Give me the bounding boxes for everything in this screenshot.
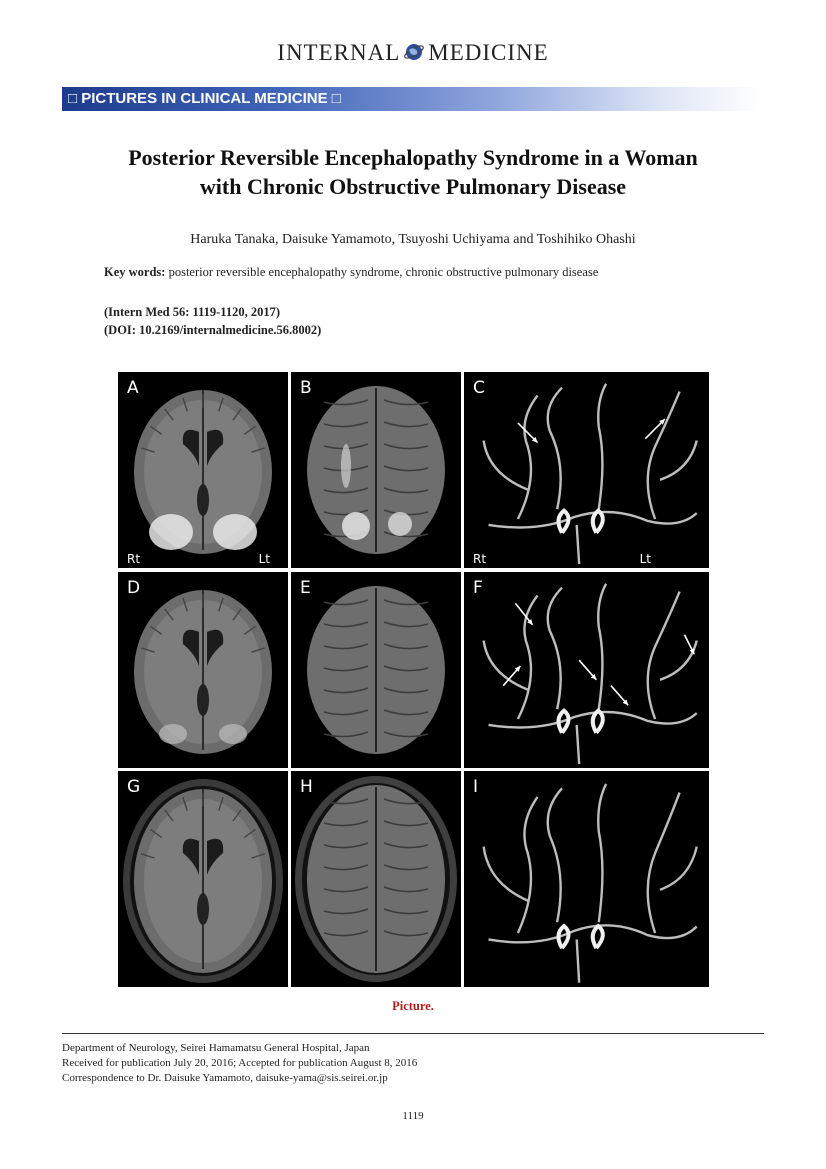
panel-letter: A: [127, 378, 139, 398]
panel-letter: E: [300, 578, 311, 598]
keywords-label: Key words:: [104, 265, 166, 279]
page-number: 1119: [402, 1110, 424, 1122]
panel-image: [291, 372, 461, 568]
figure-panel-f: [464, 572, 709, 768]
keywords: [104, 265, 744, 280]
footer-notes: [62, 1041, 417, 1086]
figure-grid: [118, 372, 709, 987]
keywords-text: posterior reversible encephalopathy syndrome, chronic obstructive pulmonary disease: [168, 265, 599, 279]
panel-letter: G: [127, 777, 141, 797]
figure-panel-d: [118, 572, 288, 768]
figure-panel-i: [464, 771, 709, 987]
figure-panel-g: [118, 771, 288, 987]
panel-letter: B: [300, 378, 312, 398]
journal-name-right: MEDICINE: [428, 40, 549, 65]
panel-image: [118, 771, 288, 987]
citation-block: [104, 303, 321, 339]
panel-image: [464, 572, 709, 768]
panel-image: [291, 572, 461, 768]
figure-panel-c: [464, 372, 709, 568]
panel-image: [464, 372, 709, 568]
article-title: [60, 143, 766, 201]
received-dates: Received for publication July 20, 2016; Accepted for publication August 8, 2016: [62, 1057, 418, 1069]
figure-panel-h: [291, 771, 461, 987]
panel-letter: C: [473, 378, 485, 398]
title-line-2: with Chronic Obstructive Pulmonary Disease: [199, 174, 627, 199]
title-line-1: Posterior Reversible Encephalopathy Syndrome in a Woman: [128, 145, 698, 170]
footer-divider: [62, 1033, 764, 1034]
side-label-left-hemisphere: Lt: [639, 552, 651, 566]
panel-letter: I: [473, 777, 479, 797]
panel-letter: H: [300, 777, 313, 797]
figure-panel-a: [118, 372, 288, 568]
side-label-left-hemisphere: Lt: [258, 552, 270, 566]
affiliation: Department of Neurology, Seirei Hamamatsu General Hospital, Japan: [62, 1042, 370, 1054]
figure-panel-b: [291, 372, 461, 568]
side-label-right-hemisphere: Rt: [473, 552, 487, 566]
side-label-right-hemisphere: Rt: [127, 552, 141, 566]
figure-caption: Picture.: [392, 999, 434, 1013]
correspondence: Correspondence to Dr. Daisuke Yamamoto, daisuke-yama@sis.seirei.or.jp: [62, 1072, 388, 1084]
panel-image: [464, 771, 709, 987]
journal-name-left: INTERNAL: [277, 40, 401, 65]
doi: (DOI: 10.2169/internalmedicine.56.8002): [104, 323, 322, 337]
panel-letter: D: [127, 578, 141, 598]
panel-image: [118, 372, 288, 568]
author-list: Haruka Tanaka, Daisuke Yamamoto, Tsuyoshi Uchiyama and Toshihiko Ohashi: [190, 232, 636, 247]
category-banner: □ PICTURES IN CLINICAL MEDICINE □: [62, 87, 762, 111]
panel-letter: F: [473, 578, 483, 598]
panel-image: [291, 771, 461, 987]
globe-icon: [403, 41, 425, 63]
citation: (Intern Med 56: 1119-1120, 2017): [104, 305, 281, 319]
journal-logo: [0, 40, 826, 66]
panel-image: [118, 572, 288, 768]
figure-panel-e: [291, 572, 461, 768]
